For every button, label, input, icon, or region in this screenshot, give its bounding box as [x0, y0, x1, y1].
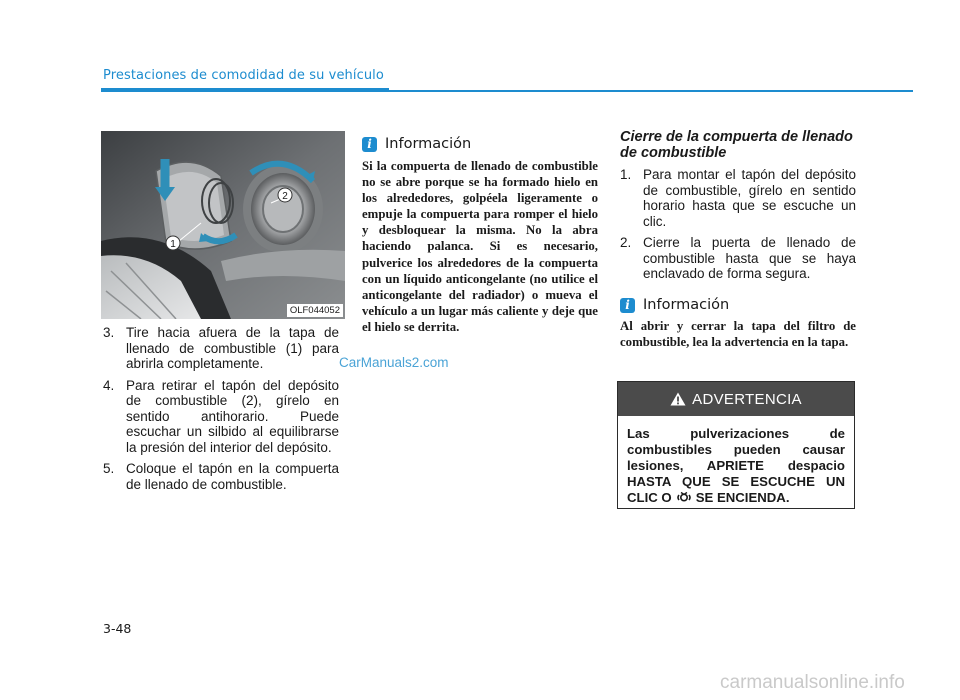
watermark-link[interactable]: CarManuals2.com — [339, 355, 449, 370]
step-number: 2. — [620, 235, 632, 250]
fuel-cap-indicator-icon — [676, 491, 692, 504]
header-rule-accent — [101, 88, 389, 92]
steps-list-left — [103, 325, 339, 498]
page-number: 3-48 — [103, 621, 132, 636]
warning-text — [618, 416, 854, 506]
info-heading-2 — [620, 297, 729, 313]
step-number: 5. — [103, 461, 115, 476]
callout-1-label: 1 — [170, 239, 176, 250]
warning-triangle-icon — [670, 392, 686, 406]
info-heading-1 — [362, 136, 471, 152]
warning-text-after: SE ENCIENDA. — [695, 490, 790, 505]
list-item — [620, 167, 856, 229]
warning-text-before: Las pulverizaciones de combustibles pueden causar lesiones, APRIETE despacio HASTA QUE SE ESCUCHE UN CLIC O — [627, 426, 845, 505]
section-title: Cierre de la compuerta de llenado de combustible — [620, 129, 853, 161]
step-number: 3. — [103, 325, 115, 340]
step-text: Para retirar el tapón del depósito de combustible (2), gírelo en sentido antihorario. Puede escuchar un silbido al equilibrarse la presión del interior del depósito. — [126, 377, 339, 455]
warning-header — [618, 382, 854, 416]
step-text: Para montar el tapón del depósito de combustible, gírelo en sentido horario hasta que se escuche un clic. — [643, 167, 856, 229]
info-text-2: Al abrir y cerrar la tapa del filtro de combustible, lea la advertencia en la tapa. — [620, 319, 856, 350]
steps-list-right — [620, 167, 856, 288]
list-item — [103, 461, 339, 492]
step-text: Coloque el tapón en la compuerta de llenado de combustible. — [126, 461, 339, 492]
info-label: Información — [385, 136, 472, 152]
step-text: Tire hacia afuera de la tapa de llenado de combustible (1) para abrirla completamente. — [126, 325, 339, 371]
step-number: 4. — [103, 377, 115, 393]
info-icon: i — [620, 298, 635, 313]
step-number: 1. — [620, 167, 632, 182]
info-text-1: Si la compuerta de llenado de combustible no se abre porque se ha formado hielo en los alrededores, golpéela ligeramente o empuje la compuerta para romper el hielo y desbloquear la misma. No la abra haciendo palanca. Si es necesario, pulverice los alrededores de la compuerta con un líquido anticongelante (no utilice el anticongelante del radiador) o mueva el vehículo a un lugar más caliente y deje que el hielo se derrita. — [362, 159, 598, 334]
photo-code: OLF044052 — [287, 304, 343, 317]
info-icon: i — [362, 137, 377, 152]
step-text: Cierre la puerta de llenado de combustible hasta que se haya enclavado de forma segura. — [643, 235, 856, 281]
info-label: Información — [643, 297, 730, 313]
header-rule — [389, 90, 913, 92]
warning-box — [617, 381, 855, 509]
fuel-door-photo — [101, 131, 345, 319]
list-item — [620, 235, 856, 282]
fuel-door-illustration — [101, 131, 345, 319]
list-item — [103, 325, 339, 372]
footer-site-watermark: carmanualsonline.info — [720, 672, 905, 693]
warning-title: ADVERTENCIA — [692, 390, 802, 408]
section-header-title: Prestaciones de comodidad de su vehículo — [103, 68, 384, 83]
list-item — [103, 378, 339, 456]
callout-2-label: 2 — [282, 191, 288, 202]
